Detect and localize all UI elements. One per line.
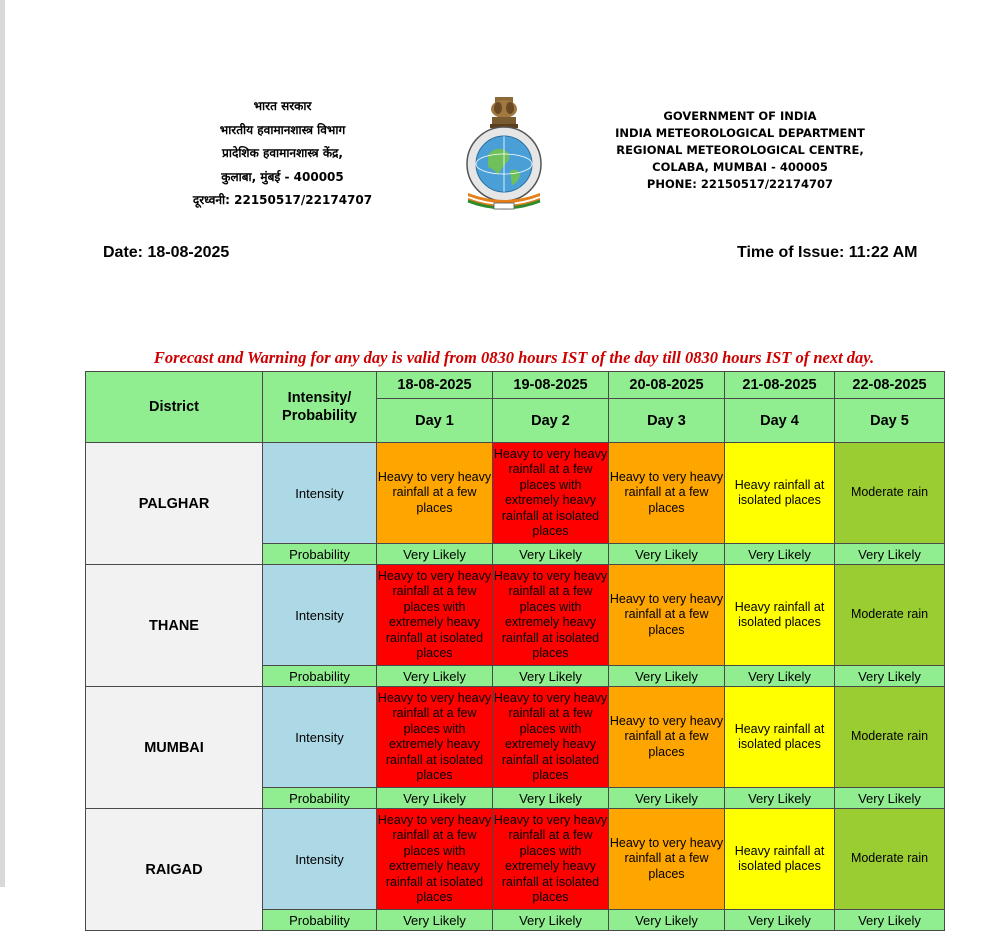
probability-cell: Very Likely [377,544,493,565]
table-row-mumbai-intensity [86,687,945,788]
forecast-cell: Heavy to very heavy rainfall at a few places with extremely heavy rainfall at isolated places [493,687,609,788]
header-day-5: Day 5 [835,399,945,443]
hindi-line-3: प्रादेशिक हवामानशास्त्र केंद्र, [222,146,343,160]
forecast-cell: Heavy to very heavy rainfall at a few places with extremely heavy rainfall at isolated places [377,687,493,788]
probability-cell: Very Likely [835,910,945,931]
intensity-label: Intensity [263,443,377,544]
probability-label: Probability [263,666,377,687]
probability-cell: Very Likely [493,666,609,687]
forecast-cell: Heavy to very heavy rainfall at a few places with extremely heavy rainfall at isolated places [493,565,609,666]
probability-label: Probability [263,788,377,809]
probability-label: Probability [263,544,377,565]
probability-cell: Very Likely [609,544,725,565]
probability-cell: Very Likely [609,788,725,809]
forecast-cell: Heavy to very heavy rainfall at a few places [609,809,725,910]
header-day-4: Day 4 [725,399,835,443]
header-day-1: Day 1 [377,399,493,443]
probability-cell: Very Likely [725,666,835,687]
intensity-label: Intensity [263,687,377,788]
hindi-line-1: भारत सरकार [253,99,312,113]
header-date-4: 21-08-2025 [725,372,835,399]
forecast-cell: Heavy rainfall at isolated places [725,809,835,910]
forecast-cell: Moderate rain [835,443,945,544]
forecast-cell: Moderate rain [835,809,945,910]
header-intensity-probability: Intensity/ Probability [263,372,377,443]
issue-date: Date: 18-08-2025 [103,244,230,261]
english-line-3: REGIONAL METEOROLOGICAL CENTRE, [616,143,864,157]
page-left-edge [0,0,5,887]
forecast-cell: Heavy to very heavy rainfall at a few places [609,565,725,666]
probability-cell: Very Likely [835,544,945,565]
district-name: PALGHAR [86,443,263,565]
forecast-cell: Heavy rainfall at isolated places [725,687,835,788]
district-name: MUMBAI [86,687,263,809]
table-row-raigad-intensity [86,809,945,910]
probability-cell: Very Likely [725,910,835,931]
english-line-2: INDIA METEOROLOGICAL DEPARTMENT [615,126,865,140]
probability-cell: Very Likely [377,910,493,931]
time-of-issue: Time of Issue: 11:22 AM [737,244,918,261]
english-line-4: COLABA, MUMBAI - 400005 [652,160,828,174]
district-name: RAIGAD [86,809,263,931]
validity-note: Forecast and Warning for any day is valid from 0830 hours IST of the day till 0830 hours IST of next day. [153,348,875,367]
probability-cell: Very Likely [725,788,835,809]
probability-cell: Very Likely [377,788,493,809]
district-name: THANE [86,565,263,687]
header-date-5: 22-08-2025 [835,372,945,399]
probability-cell: Very Likely [835,788,945,809]
probability-cell: Very Likely [493,788,609,809]
probability-cell: Very Likely [725,544,835,565]
english-line-5: PHONE: 22150517/22174707 [646,177,834,191]
hindi-line-5: दूरध्वनी: 22150517/22174707 [192,193,373,207]
forecast-cell: Moderate rain [835,565,945,666]
forecast-cell: Heavy to very heavy rainfall at a few places [377,443,493,544]
forecast-cell: Heavy to very heavy rainfall at a few places [609,443,725,544]
header-date-1: 18-08-2025 [377,372,493,399]
intensity-label: Intensity [263,565,377,666]
english-line-1: GOVERNMENT OF INDIA [663,109,817,123]
hindi-line-2: भारतीय हवामानशास्त्र विभाग [219,122,346,137]
forecast-cell: Heavy to very heavy rainfall at a few places with extremely heavy rainfall at isolated places [493,443,609,544]
header-district: District [86,372,263,443]
probability-cell: Very Likely [493,544,609,565]
probability-cell: Very Likely [609,666,725,687]
forecast-cell: Heavy to very heavy rainfall at a few places with extremely heavy rainfall at isolated places [377,565,493,666]
header-date-2: 19-08-2025 [493,372,609,399]
imd-emblem-icon [460,93,548,215]
header-day-2: Day 2 [493,399,609,443]
hindi-line-4: कुलाबा, मुंबई - 400005 [221,169,344,184]
forecast-cell: Heavy to very heavy rainfall at a few places [609,687,725,788]
probability-cell: Very Likely [377,666,493,687]
district-forecast-table [85,371,945,931]
probability-cell: Very Likely [835,666,945,687]
forecast-cell: Heavy rainfall at isolated places [725,443,835,544]
forecast-cell: Heavy to very heavy rainfall at a few places with extremely heavy rainfall at isolated places [377,809,493,910]
forecast-cell: Moderate rain [835,687,945,788]
header-day-3: Day 3 [609,399,725,443]
probability-cell: Very Likely [493,910,609,931]
forecast-cell: Heavy to very heavy rainfall at a few places with extremely heavy rainfall at isolated places [493,809,609,910]
intensity-label: Intensity [263,809,377,910]
hindi-letterhead [185,95,380,213]
probability-label: Probability [263,910,377,931]
table-row-palghar-intensity [86,443,945,544]
forecast-cell: Heavy rainfall at isolated places [725,565,835,666]
header-date-3: 20-08-2025 [609,372,725,399]
table-row-thane-intensity [86,565,945,666]
english-letterhead [600,108,880,193]
probability-cell: Very Likely [609,910,725,931]
